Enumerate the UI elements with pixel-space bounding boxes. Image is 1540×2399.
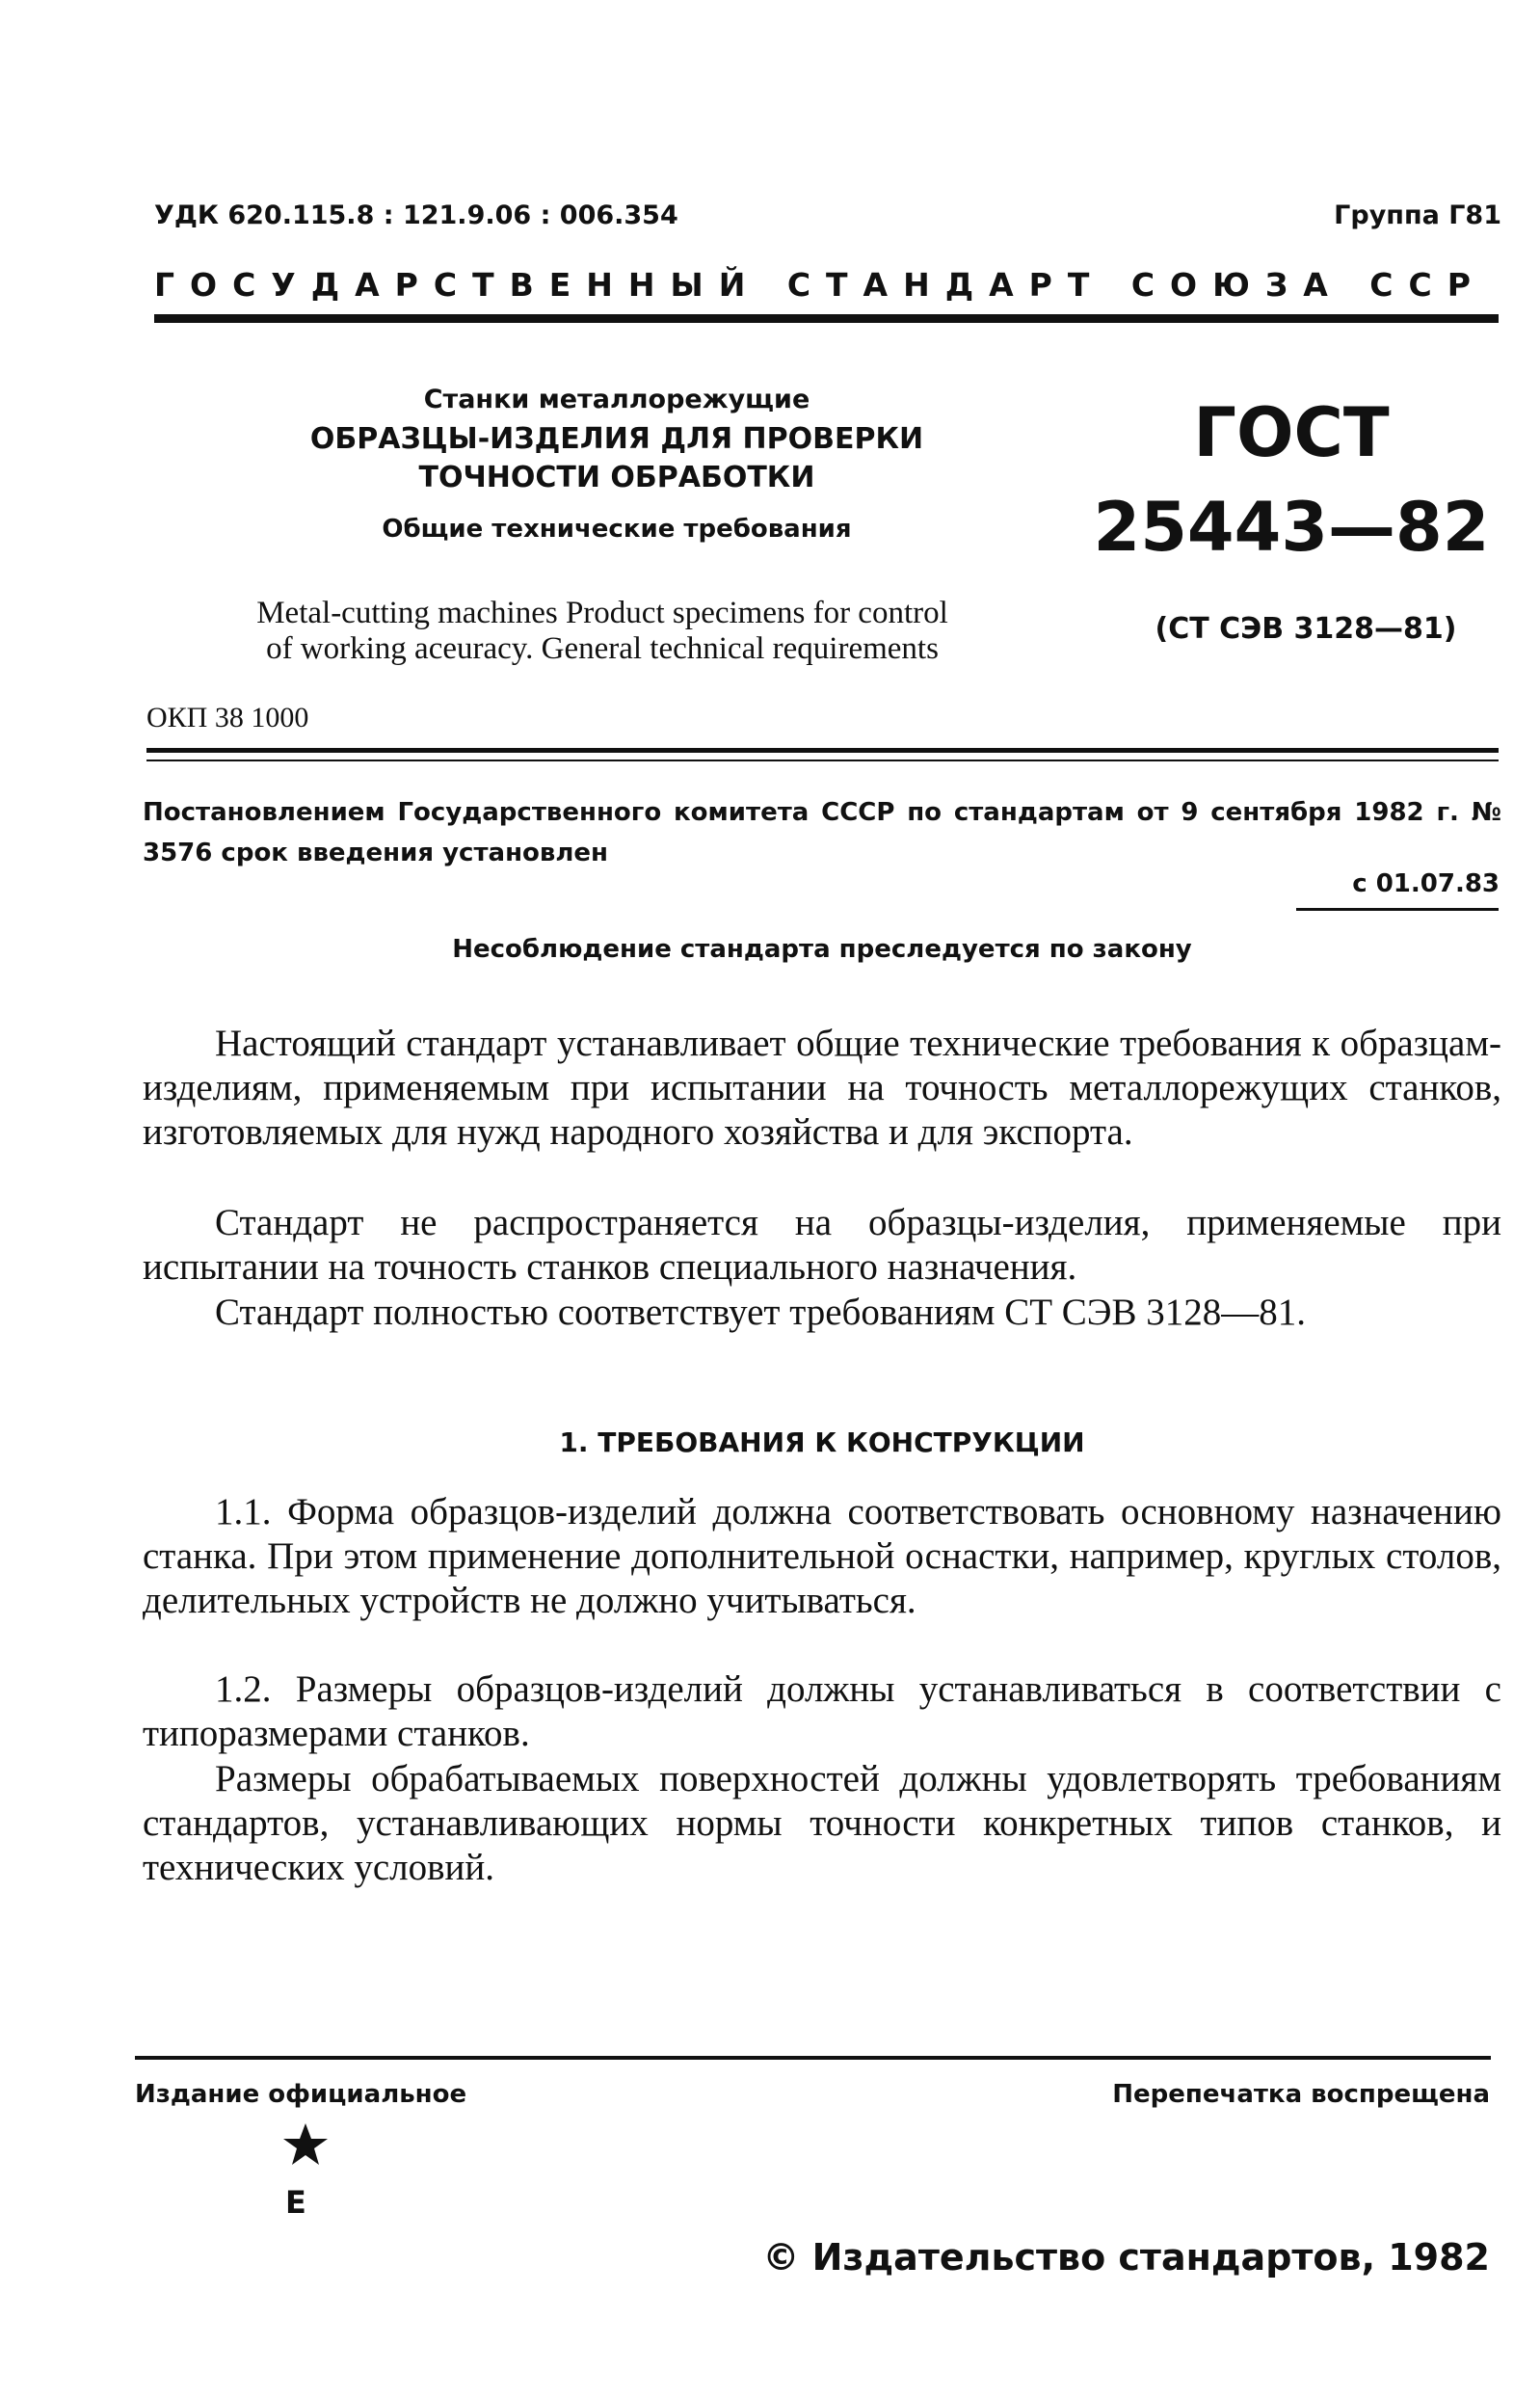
intro-paragraph: Настоящий стандарт устанавливает общие технические требования к образцам-изделиям, применяемым при испытании на точность металлорежущих станков, изготовляемых для нужд народного хозяйства и для экспорта. bbox=[143, 1023, 1501, 1153]
title-block bbox=[279, 384, 954, 544]
okp-code: ОКП 38 1000 bbox=[146, 702, 309, 733]
english-title-line-1: Metal-cutting machines Product specimens for control bbox=[256, 596, 948, 630]
edition-letter: Е bbox=[285, 2184, 306, 2221]
main-title-line-2: ТОЧНОСТИ ОБРАБОТКИ bbox=[418, 461, 815, 494]
effective-date-underline bbox=[1296, 908, 1499, 911]
decree-text: Постановлением Государственного комитета СССР по стандартам от 9 сентября 1982 г. № 3576 срок введения установлен bbox=[143, 798, 1501, 867]
middle-rule-thin bbox=[146, 760, 1499, 761]
english-title-line-2: of working aceuracy. General technical requirements bbox=[266, 631, 939, 666]
gost-label: ГОСТ bbox=[1193, 393, 1390, 472]
star-icon bbox=[281, 2120, 330, 2169]
main-title-line-1: ОБРАЗЦЫ-ИЗДЕЛИЯ ДЛЯ ПРОВЕРКИ bbox=[309, 422, 924, 456]
clause-1-2-surfaces: Размеры обрабатываемых поверхностей должны удовлетворять требованиям стандартов, устанавливающих нормы точности конкретных типов станков, и технических условий. bbox=[143, 1758, 1501, 1888]
subtitle: Станки металлорежущие bbox=[423, 385, 810, 414]
gost-number: 25443—82 bbox=[1093, 488, 1490, 567]
reprint-prohibited: Перепечатка воспрещена bbox=[1112, 2080, 1490, 2109]
law-notice: Несоблюдение стандарта преследуется по закону bbox=[452, 935, 1192, 964]
main-title bbox=[279, 420, 954, 497]
english-title bbox=[154, 596, 1050, 667]
section-1-heading: 1. ТРЕБОВАНИЯ К КОНСТРУКЦИИ bbox=[559, 1426, 1085, 1458]
gost-block bbox=[1089, 393, 1494, 567]
top-rule bbox=[154, 314, 1499, 323]
bottom-rule bbox=[135, 2056, 1491, 2060]
requirements-subtitle: Общие технические требования bbox=[382, 515, 852, 544]
state-standard-heading: ГОСУДАРСТВЕННЫЙ СТАНДАРТ СОЮЗА ССР bbox=[154, 266, 1486, 304]
effective-date: с 01.07.83 bbox=[1352, 869, 1500, 898]
udk-code: УДК 620.115.8 : 121.9.06 : 006.354 bbox=[154, 200, 678, 230]
copyright: © Издательство стандартов, 1982 bbox=[762, 2236, 1490, 2279]
group-code: Группа Г81 bbox=[1334, 200, 1501, 230]
clause-1-2: 1.2. Размеры образцов-изделий должны устанавливаться в соответствии с типоразмерами станков. bbox=[143, 1668, 1501, 1754]
scope-paragraph: Стандарт не распространяется на образцы-изделия, применяемые при испытании на точность станков специального назначения. bbox=[143, 1202, 1501, 1288]
middle-rule-thick bbox=[146, 748, 1499, 753]
cmea-standard: (СТ СЭВ 3128—81) bbox=[1155, 612, 1457, 646]
clause-1-1: 1.1. Форма образцов-изделий должна соответствовать основному назначению станка. При этом применение дополнительной оснастки, например, круглых столов, делительных устройств не должно учитываться. bbox=[143, 1491, 1501, 1621]
official-edition: Издание официальное bbox=[135, 2080, 467, 2109]
compliance-paragraph: Стандарт полностью соответствует требованиям СТ СЭВ 3128—81. bbox=[215, 1292, 1307, 1333]
